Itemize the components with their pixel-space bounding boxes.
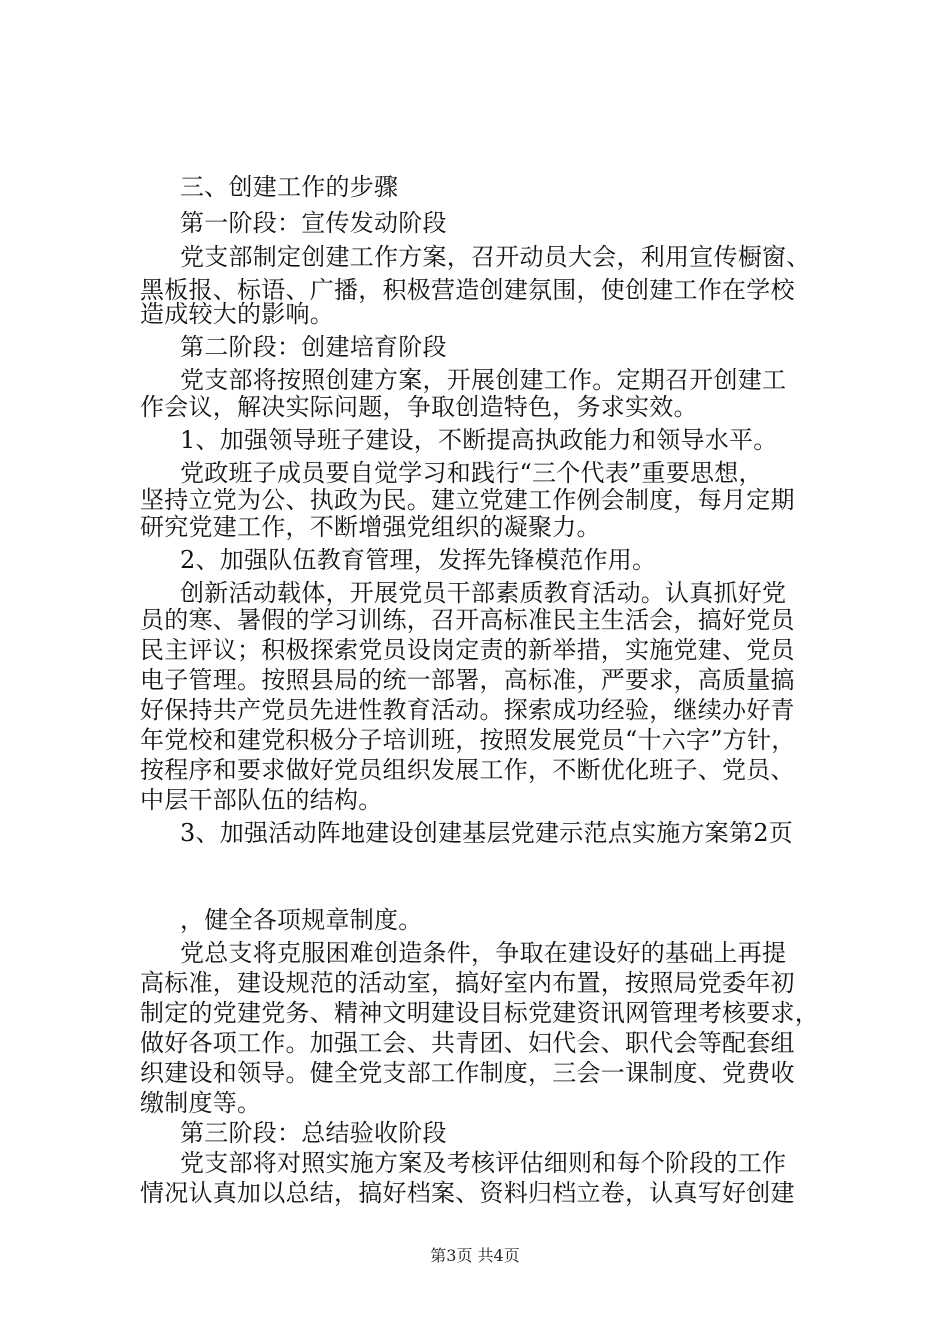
- paragraph-line: 党政班子成员要自觉学习和践行“三个代表”重要思想，: [180, 459, 763, 487]
- paragraph-line: 织建设和领导。健全党支部工作制度，三会一课制度、党费收: [140, 1059, 795, 1087]
- paragraph-line: 做好各项工作。加强工会、共青团、妇代会、职代会等配套组: [140, 1029, 795, 1057]
- item-heading: 1、加强领导班子建设，不断提高执政能力和领导水平。: [180, 426, 778, 454]
- stage-heading: 第三阶段：总结验收阶段: [180, 1119, 447, 1147]
- item-heading: 3、加强活动阵地建设创建基层党建示范点实施方案第2页: [180, 819, 794, 847]
- paragraph-line: 好保持共产党员先进性教育活动。探索成功经验，继续办好青: [140, 696, 795, 724]
- paragraph-line: 高标准，建设规范的活动室，搞好室内布置，按照局党委年初: [140, 969, 795, 997]
- paragraph-line: 制定的党建党务、精神文明建设目标党建资讯网管理考核要求，: [140, 999, 819, 1027]
- paragraph-line: 党支部将按照创建方案，开展创建工作。定期召开创建工: [180, 366, 787, 394]
- paragraph-line: ，健全各项规章制度。: [180, 906, 423, 934]
- paragraph-line: 电子管理。按照县局的统一部署，高标准，严要求，高质量搞: [140, 666, 795, 694]
- stage-heading: 第二阶段：创建培育阶段: [180, 333, 447, 361]
- paragraph-line: 党总支将克服困难创造条件，争取在建设好的基础上再提: [180, 939, 787, 967]
- paragraph-line: 黑板报、标语、广播，积极营造创建氛围，使创建工作在学校: [140, 276, 795, 304]
- paragraph-line: 按程序和要求做好党员组织发展工作，不断优化班子、党员、: [140, 756, 795, 784]
- section-heading: 三、创建工作的步骤: [180, 173, 399, 201]
- paragraph-line: 员的寒、暑假的学习训练，召开高标准民主生活会，搞好党员: [140, 606, 795, 634]
- paragraph-line: 坚持立党为公、执政为民。建立党建工作例会制度，每月定期: [140, 486, 795, 514]
- paragraph-line: 党支部制定创建工作方案，召开动员大会，利用宣传橱窗、: [180, 243, 811, 271]
- paragraph-line: 缴制度等。: [140, 1089, 262, 1117]
- paragraph-line: 创新活动载体，开展党员干部素质教育活动。认真抓好党: [180, 579, 787, 607]
- item-heading: 2、加强队伍教育管理，发挥先锋模范作用。: [180, 546, 657, 574]
- paragraph-line: 作会议，解决实际问题，争取创造特色，务求实效。: [140, 393, 698, 421]
- paragraph-line: 造成较大的影响。: [140, 300, 334, 328]
- paragraph-line: 研究党建工作，不断增强党组织的凝聚力。: [140, 513, 601, 541]
- paragraph-line: 年党校和建党积极分子培训班，按照发展党员“十六字”方针，: [140, 726, 796, 754]
- paragraph-line: 中层干部队伍的结构。: [140, 786, 383, 814]
- paragraph-line: 情况认真加以总结，搞好档案、资料归档立卷，认真写好创建: [140, 1179, 795, 1207]
- page-footer: 第3页 共4页: [430, 1246, 520, 1265]
- paragraph-line: 党支部将对照实施方案及考核评估细则和每个阶段的工作: [180, 1149, 787, 1177]
- stage-heading: 第一阶段：宣传发动阶段: [180, 209, 447, 237]
- paragraph-line: 民主评议；积极探索党员设岗定责的新举措，实施党建、党员: [140, 636, 795, 664]
